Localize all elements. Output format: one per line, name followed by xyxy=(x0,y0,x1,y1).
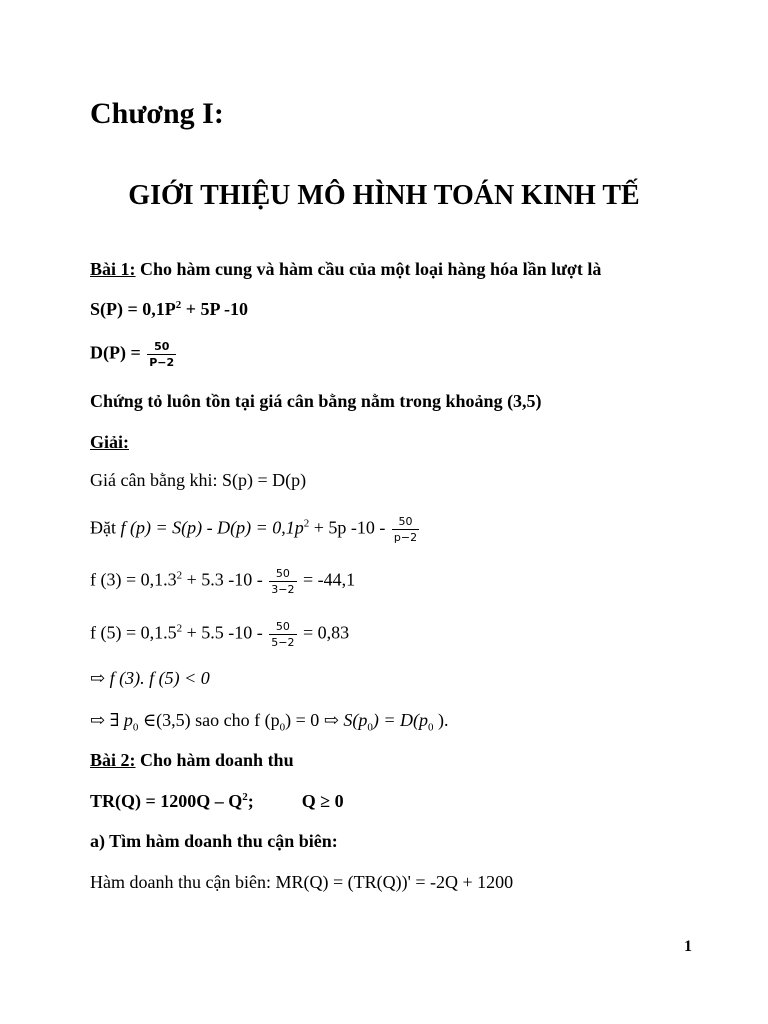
page-number: 1 xyxy=(684,938,692,955)
exists-part-b: ∈(3,5) sao cho f (p xyxy=(138,710,280,730)
supply-rhs: + 5P -10 xyxy=(181,299,249,319)
exists-part-d: S(p xyxy=(338,710,368,730)
f5-middle: + 5.5 -10 - xyxy=(182,622,268,643)
exists-part-c: ) = 0 xyxy=(285,710,324,730)
part-a-heading: a) Tìm hàm doanh thu cận biên: xyxy=(90,831,338,851)
fraction-denominator: p−2 xyxy=(393,531,418,544)
demand-fraction xyxy=(147,340,176,369)
demand-lhs: D(P) = xyxy=(90,342,146,363)
implies-arrow-icon: ⇨ xyxy=(90,668,106,688)
fraction-denominator: P−2 xyxy=(149,356,175,369)
f3-result: = -44,1 xyxy=(298,569,356,590)
marginal-revenue: Hàm doanh thu cận biên: MR(Q) = (TR(Q))' = -2Q + 1200 xyxy=(90,872,514,892)
supply-function xyxy=(90,297,248,321)
f-of-3 xyxy=(90,567,355,596)
fraction-numerator: 50 xyxy=(392,515,419,530)
problem-2-label: Bài 2: xyxy=(90,750,136,770)
supply-lhs: S(P) = 0,1P xyxy=(90,299,176,319)
define-f-fraction xyxy=(392,515,419,544)
problem-1-statement xyxy=(90,257,601,281)
subscript-zero: 0 xyxy=(132,721,139,734)
f5-fraction xyxy=(269,620,296,649)
subscript-zero: 0 xyxy=(279,721,286,734)
exists-part-e: ) = D(p xyxy=(372,710,429,730)
f-of-5 xyxy=(90,620,349,649)
revenue-function xyxy=(90,789,344,813)
demand-function xyxy=(90,340,178,369)
define-f-prefix: Đặt xyxy=(90,517,121,538)
implies-arrow-icon: ⇨ xyxy=(323,710,339,730)
fraction-denominator: 3−2 xyxy=(271,583,295,596)
equilibrium-condition: Giá cân bằng khi: S(p) = D(p) xyxy=(90,470,307,490)
f3-fraction xyxy=(269,567,296,596)
f3-prefix: f (3) = 0,1.3 xyxy=(90,569,177,590)
prove-statement: Chứng tỏ luôn tồn tại giá cân bằng nằm trong khoảng (3,5) xyxy=(90,391,542,411)
f5-result: = 0,83 xyxy=(298,622,350,643)
f5-exponent: 2 xyxy=(176,622,183,635)
define-f-exponent: 2 xyxy=(303,517,310,530)
product-line xyxy=(90,666,210,690)
revenue-semicolon: ; xyxy=(247,791,254,811)
problem-1-label: Bài 1: xyxy=(90,259,136,279)
fraction-numerator: 50 xyxy=(269,620,296,635)
implies-arrow-icon: ⇨ xyxy=(90,710,106,730)
fraction-numerator: 50 xyxy=(147,340,176,355)
define-f-body: f (p) = S(p) - D(p) = 0,1p xyxy=(120,517,304,538)
problem-2-text: Cho hàm doanh thu xyxy=(135,750,294,770)
fraction-denominator: 5−2 xyxy=(271,636,295,649)
define-f-rest: + 5p -10 - xyxy=(309,517,390,538)
exists-part-a: ∃ p xyxy=(105,710,133,730)
exists-part-f: ). xyxy=(433,710,449,730)
page-title: GIỚI THIỆU MÔ HÌNH TOÁN KINH TẾ xyxy=(128,180,640,211)
f5-prefix: f (5) = 0,1.5 xyxy=(90,622,177,643)
supply-exponent: 2 xyxy=(175,299,182,311)
chapter-heading: Chương I: xyxy=(90,97,224,130)
product-inequality: f (3). f (5) < 0 xyxy=(105,668,210,688)
subscript-zero: 0 xyxy=(367,721,373,734)
define-f xyxy=(90,515,421,544)
fraction-numerator: 50 xyxy=(269,567,296,582)
f3-middle: + 5.3 -10 - xyxy=(182,569,268,590)
revenue-lhs: TR(Q) = 1200Q – Q xyxy=(90,791,243,811)
revenue-condition: Q ≥ 0 xyxy=(301,791,344,811)
problem-1-text: Cho hàm cung và hàm cầu của một loại hàng hóa lần lượt là xyxy=(135,259,602,279)
f3-exponent: 2 xyxy=(176,569,183,582)
problem-2-statement xyxy=(90,748,294,772)
revenue-exponent: 2 xyxy=(242,791,248,803)
existence-line xyxy=(90,708,449,732)
subscript-zero: 0 xyxy=(428,721,434,734)
solution-label: Giải: xyxy=(90,432,129,452)
